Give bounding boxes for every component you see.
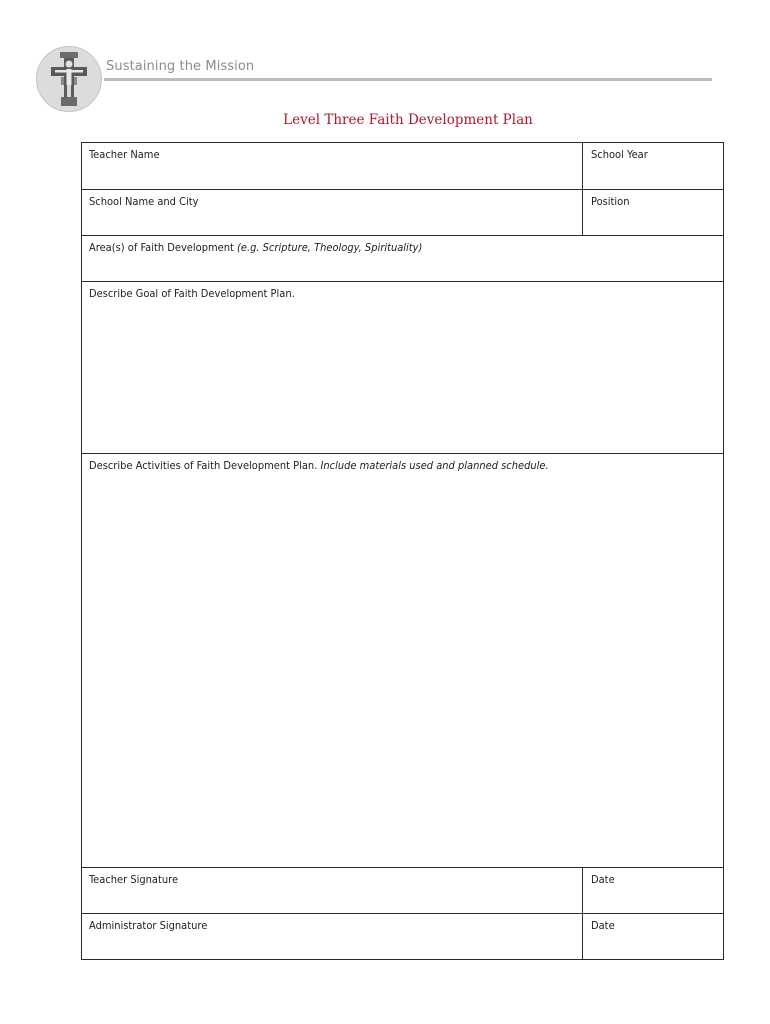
areas-hint: (e.g. Scripture, Theology, Spirituality) xyxy=(237,241,423,254)
teacher-signature-label: Teacher Signature xyxy=(89,873,179,886)
school-name-city-label: School Name and City xyxy=(89,195,199,208)
goal-row xyxy=(82,282,723,454)
areas-label-text: Area(s) of Faith Development xyxy=(89,241,238,254)
teacher-row xyxy=(82,143,723,190)
position-field[interactable] xyxy=(582,190,723,235)
activities-field[interactable] xyxy=(82,454,723,867)
document-title: Level Three Faith Development Plan xyxy=(283,112,533,128)
teacher-date-field[interactable] xyxy=(582,868,723,913)
activities-hint: Include materials used and planned schedule. xyxy=(320,459,549,472)
school-name-city-field[interactable] xyxy=(82,190,582,235)
teacher-name-label: Teacher Name xyxy=(89,148,160,161)
admin-date-field[interactable] xyxy=(582,914,723,959)
admin-signature-field[interactable] xyxy=(82,914,582,959)
teacher-name-field[interactable] xyxy=(82,143,582,189)
school-row xyxy=(82,190,723,236)
teacher-signature-row xyxy=(82,868,723,914)
activities-row xyxy=(82,454,723,868)
position-label: Position xyxy=(591,195,630,208)
goal-field[interactable] xyxy=(82,282,723,453)
teacher-date-label: Date xyxy=(591,873,615,886)
header-divider xyxy=(104,78,712,81)
admin-date-label: Date xyxy=(591,919,615,932)
activities-label-text: Describe Activities of Faith Development Plan. xyxy=(89,459,321,472)
crucifix-icon xyxy=(36,46,102,112)
school-year-label: School Year xyxy=(591,148,648,161)
school-year-field[interactable] xyxy=(582,143,723,189)
teacher-signature-field[interactable] xyxy=(82,868,582,913)
admin-signature-label: Administrator Signature xyxy=(89,919,208,932)
faith-plan-form xyxy=(81,142,724,960)
page-header xyxy=(0,0,770,120)
activities-label xyxy=(89,459,549,472)
tagline: Sustaining the Mission xyxy=(106,59,255,74)
areas-row xyxy=(82,236,723,282)
areas-field[interactable] xyxy=(82,236,723,281)
areas-label xyxy=(89,241,422,254)
admin-signature-row xyxy=(82,914,723,959)
goal-label: Describe Goal of Faith Development Plan. xyxy=(89,287,295,300)
